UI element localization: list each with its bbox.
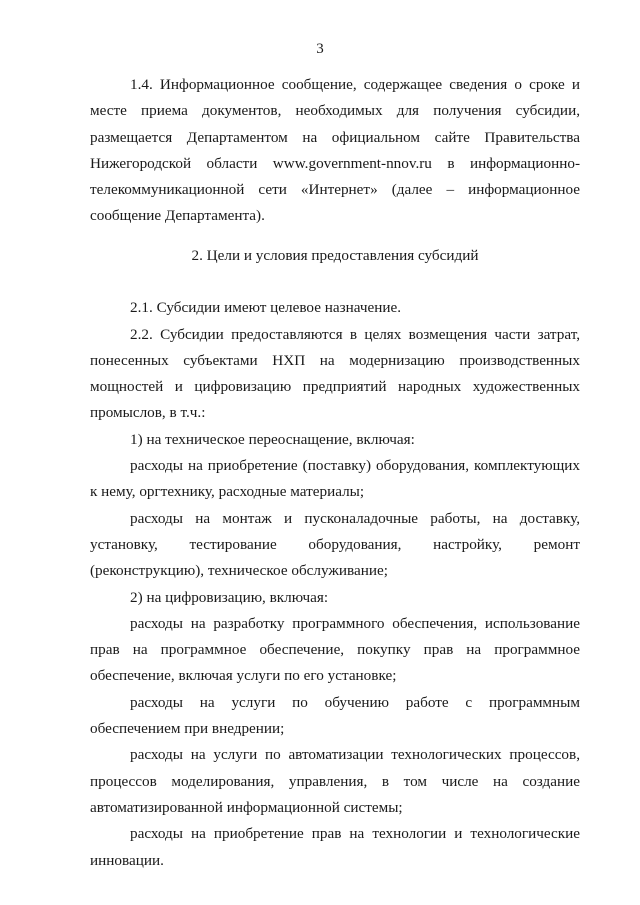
section-2 [90, 243, 580, 874]
paragraph-automation-expenses: расходы на услуги по автоматизации технологических процессов, процессов моделирования, управления, в том числе на создание автоматизированной информационной системы; [90, 746, 580, 816]
paragraph-technology-rights-expenses: расходы на приобретение прав на технологии и технологические инновации. [90, 825, 580, 869]
section-2-heading: 2. Цели и условия предоставления субсидий [191, 247, 479, 264]
paragraph-item-2: 2) на цифровизацию, включая: [130, 588, 329, 606]
paragraph-1-4: 1.4. Информационное сообщение, содержащее сведения о сроке и месте приема документов, необходимых для получения субсидии, размещается Департаментом на официальном сайте Правительства Нижегородской области www.government-nnov.ru в информационно-телекоммуникационной сети «Интернет» (далее – информационное сообщение Департамента). [90, 76, 580, 225]
spacer [90, 269, 580, 295]
paragraph-item-1: 1) на техническое переоснащение, включая: [130, 430, 415, 448]
paragraph-2-2: 2.2. Субсидии предоставляются в целях возмещения части затрат, понесенных субъектами НХП на модернизацию производственных мощностей и цифровизацию предприятий народных художественных промыслов, в т.ч.: [90, 325, 580, 422]
page-number: 3 [316, 41, 324, 57]
paragraph-equipment-expenses: расходы на приобретение (поставку) оборудования, комплектующих к нему, оргтехнику, расходные материалы; [90, 457, 580, 501]
paragraph-2-1: 2.1. Субсидии имеют целевое назначение. [130, 299, 402, 317]
section-1-4 [90, 72, 580, 230]
paragraph-installation-expenses: расходы на монтаж и пусконаладочные работы, на доставку, установку, тестирование оборудования, настройку, ремонт (реконструкцию), техническое обслуживание; [90, 509, 580, 580]
paragraph-software-expenses: расходы на разработку программного обеспечения, использование прав на программное обеспечение, покупку прав на программное обеспечение, включая услуги по его установке; [90, 614, 580, 685]
paragraph-training-expenses: расходы на услуги по обучению работе с программным обеспечением при внедрении; [90, 693, 580, 738]
